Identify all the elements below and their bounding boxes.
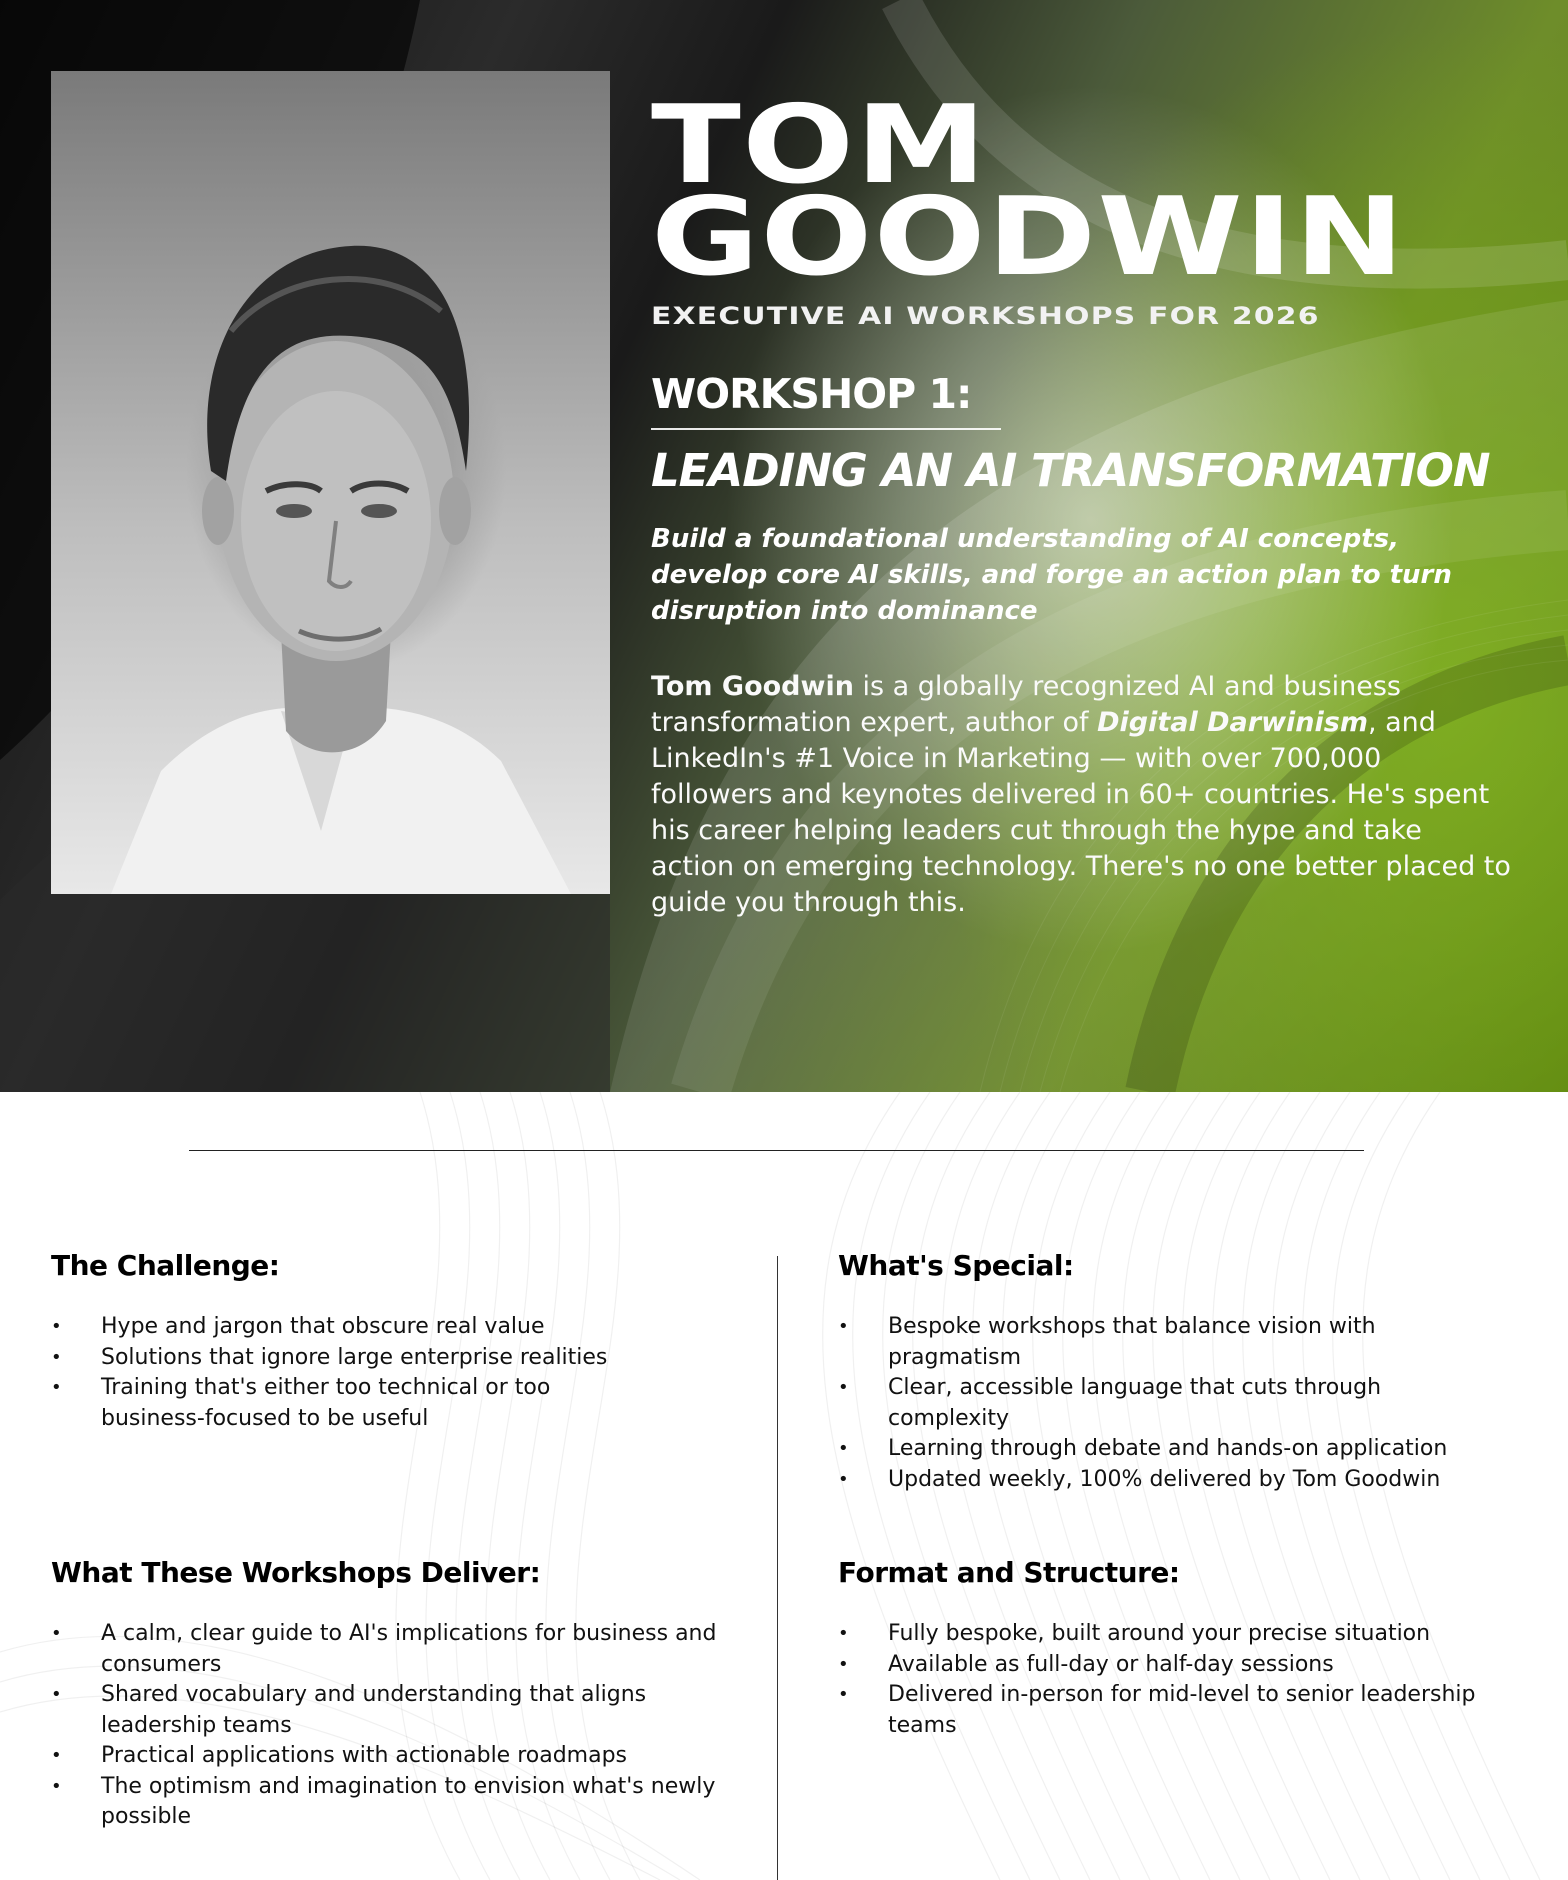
- list-item: • Clear, accessible language that cuts through complexity: [838, 1373, 1448, 1434]
- special-title: What's Special:: [838, 1249, 1074, 1282]
- format-block: [838, 1556, 1528, 1741]
- format-title: Format and Structure:: [838, 1556, 1180, 1589]
- special-block: [838, 1249, 1528, 1495]
- details-section: [0, 1092, 1568, 1880]
- portrait-photo: [51, 71, 610, 894]
- tagline: EXECUTIVE AI WORKSHOPS FOR 2026: [651, 302, 1320, 330]
- section-divider: [189, 1150, 1364, 1151]
- list-item: • Delivered in-person for mid-level to senior leadership teams: [838, 1680, 1528, 1741]
- list-item: • Learning through debate and hands-on application: [838, 1434, 1528, 1465]
- list-item: • Solutions that ignore large enterprise realities: [51, 1343, 741, 1374]
- list-item: • Hype and jargon that obscure real value: [51, 1312, 741, 1343]
- special-list: [838, 1312, 1528, 1495]
- name-first: TOM: [651, 83, 988, 208]
- list-item: • Bespoke workshops that balance vision with pragmatism: [838, 1312, 1388, 1373]
- deliver-list: [51, 1619, 741, 1833]
- bio-text-1: is a globally recognized AI and business transformation expert, author of: [651, 671, 1402, 738]
- list-item: • Updated weekly, 100% delivered by Tom Goodwin: [838, 1465, 1528, 1496]
- list-item: • Shared vocabulary and understanding that aligns leadership teams: [51, 1680, 701, 1741]
- deliver-title: What These Workshops Deliver:: [51, 1556, 541, 1589]
- workshop-title: LEADING AN AI TRANSFORMATION: [651, 444, 1490, 497]
- list-item: • The optimism and imagination to envision what's newly possible: [51, 1772, 731, 1833]
- workshop-label: WORKSHOP 1:: [651, 370, 1001, 430]
- workshop-summary: Build a foundational understanding of AI concepts, develop core AI skills, and forge an action plan to turn disruption into dominance: [651, 524, 1452, 626]
- challenge-title: The Challenge:: [51, 1249, 280, 1282]
- list-item: • Fully bespoke, built around your precise situation: [838, 1619, 1528, 1650]
- list-item: • Training that's either too technical or too business-focused to be useful: [51, 1373, 601, 1434]
- list-item: • Practical applications with actionable roadmaps: [51, 1741, 741, 1772]
- challenge-list: [51, 1312, 741, 1434]
- hero-text-block: [651, 83, 1531, 921]
- bio-name: Tom Goodwin: [651, 671, 854, 702]
- list-item: • Available as full-day or half-day sessions: [838, 1650, 1528, 1681]
- speaker-bio: [651, 669, 1511, 921]
- deliver-block: [51, 1556, 741, 1833]
- bio-book-title: Digital Darwinism: [1097, 707, 1368, 738]
- format-list: [838, 1619, 1528, 1741]
- list-item: • A calm, clear guide to AI's implications for business and consumers: [51, 1619, 731, 1680]
- column-divider: [777, 1256, 778, 1880]
- name-last: GOODWIN: [651, 175, 1406, 300]
- person-portrait-illustration: [51, 71, 610, 894]
- bio-text-2: , and LinkedIn's #1 Voice in Marketing — with over 700,000 followers and keynotes delivered in 60+ countries. He's spent his career helping leaders cut through the hype and take action on emerging technology. There's no one better placed to guide you through this.: [651, 707, 1511, 918]
- challenge-block: [51, 1249, 741, 1434]
